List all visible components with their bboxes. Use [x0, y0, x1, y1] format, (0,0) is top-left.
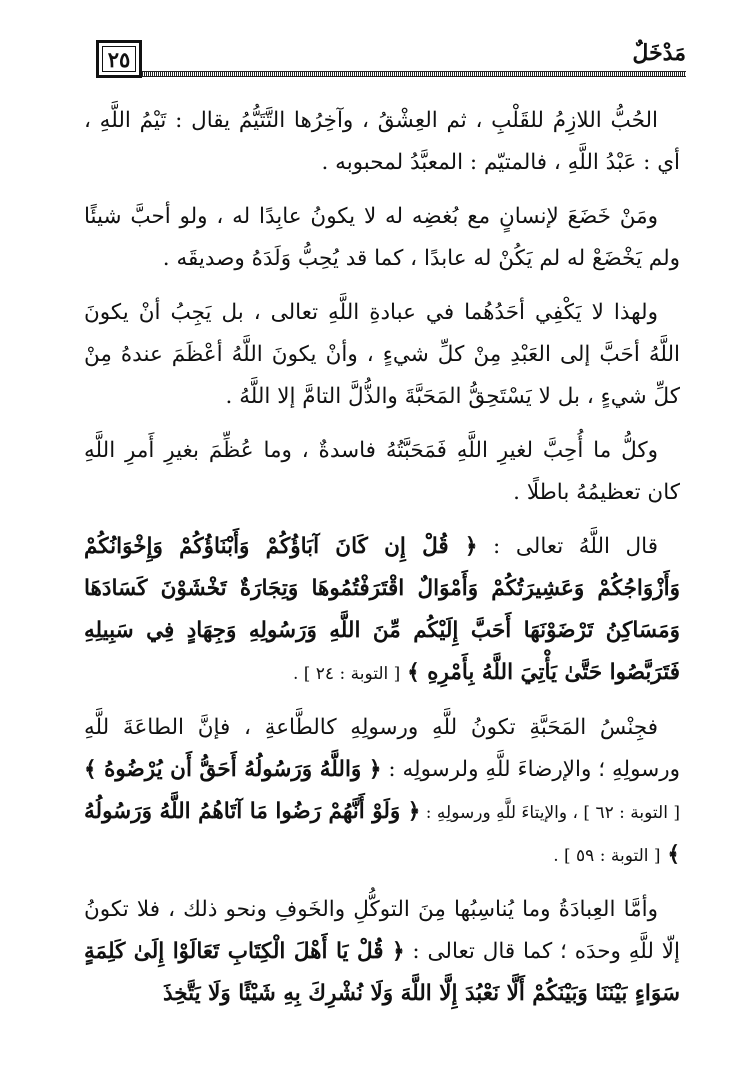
- page-body: [84, 100, 680, 1021]
- text-segment: وأمَّا العِبادَةُ وما يُناسِبُها مِنَ التوكُّلِ والخَوفِ ونحو ذلك ، فلا تكونُ إلّا للَّهِ وحدَه ؛ كما قال تعالى :: [84, 897, 680, 964]
- text-segment: ومَنْ خَضَعَ لإنسانٍ مع بُغضِه له لا يكونُ عابِدًا له ، ولو أحبَّ شيئًا ولم يَخْضَعْ له لم يَكُنْ له عابدًا ، كما قد يُحِبُّ وَلَدَهُ وصديقَه .: [84, 204, 680, 271]
- quran-verse: ﴿ وَلَوْ أَنَّهُمْ رَضُوا مَا آتَاهُمُ اللَّهُ وَرَسُولُهُ ﴾: [84, 799, 680, 867]
- text-segment: وكلُّ ما أُحِبَّ لغيرِ اللَّهِ فَمَحَبَّتُهُ فاسدةٌ ، وما عُظِّمَ بغيرِ أَمرِ اللَّهِ كان تعظيمُهُ باطلًا .: [84, 438, 680, 505]
- paragraph-7: [84, 889, 680, 1015]
- paragraph-3: [84, 292, 680, 418]
- quran-verse: ﴿ قُلْ يَا أَهْلَ الْكِتَابِ تَعَالَوْا إِلَىٰ كَلِمَةٍ سَوَاءٍ بَيْنَنَا وَبَيْنَكُمْ أَلَّا نَعْبُدَ إِلَّا اللَّهَ وَلَا نُشْرِكَ بِهِ شَيْئًا وَلَا يَتَّخِذَ: [84, 939, 680, 1006]
- paragraph-4: [84, 430, 680, 514]
- verse-reference: [ التوبة : ٦٢ ] ، والإيتاءَ للَّهِ ورسولِهِ :: [420, 803, 681, 823]
- text-segment: فجِنْسُ المَحَبَّةِ تكونُ للَّهِ ورسولِهِ كالطَّاعةِ ، فإنَّ الطاعَةَ للَّهِ ورسولِهِ ؛ والإرضاءَ للَّهِ ولرسولِه :: [84, 715, 680, 782]
- text-segment: ولهذا لا يَكْفِي أحَدُهُما في عبادةِ اللَّهِ تعالى ، بل يَجِبُ أنْ يكونَ اللَّهُ أحَبَّ إلى العَبْدِ مِنْ كلِّ شيءٍ ، وأنْ يكونَ اللَّهُ أعْظَمَ عندهُ مِنْ كلِّ شيءٍ ، بل لا يَسْتَحِقُّ المَحَبَّةَ والذُّلَّ التامَّ إلا اللَّهُ .: [84, 300, 680, 409]
- page-number-box: [96, 40, 142, 78]
- paragraph-2: [84, 196, 680, 280]
- page-number: ٢٥: [107, 46, 131, 72]
- text-segment: قال اللَّهُ تعالى :: [477, 534, 658, 559]
- verse-reference: [ التوبة : ٢٤ ] .: [292, 664, 401, 684]
- quran-verse: ﴿ وَاللَّهُ وَرَسُولُهُ أَحَقُّ أَن يُرْضُوهُ ﴾: [84, 757, 382, 782]
- paragraph-6: [84, 707, 680, 877]
- quran-verse: ﴿ قُلْ إِن كَانَ آبَاؤُكُمْ وَأَبْنَاؤُكُمْ وَإِخْوَانُكُمْ وَأَزْوَاجُكُمْ وَعَشِيرَتُكُمْ وَأَمْوَالٌ اقْتَرَفْتُمُوهَا وَتِجَارَةٌ تَخْشَوْنَ كَسَادَهَا وَمَسَاكِنُ تَرْضَوْنَهَا أَحَبَّ إِلَيْكُم مِّنَ اللَّهِ وَرَسُولِهِ وَجِهَادٍ فِي سَبِيلِهِ فَتَرَبَّصُوا حَتَّىٰ يَأْتِيَ اللَّهُ بِأَمْرِهِ ﴾: [84, 534, 680, 685]
- text-segment: الحُبُّ اللازِمُ للقَلْبِ ، ثم العِشْقُ ، وآخِرُها التَّتَيُّمُ يقال : تَيْمُ اللَّهِ ، أي : عَبْدُ اللَّهِ ، فالمتيّم : المعبَّدُ لمحبوبه .: [84, 108, 680, 175]
- verse-reference: [ التوبة : ٥٩ ] .: [553, 846, 661, 866]
- paragraph-1: [84, 100, 680, 184]
- header-rule: [142, 71, 686, 77]
- paragraph-5: [84, 526, 680, 695]
- running-title: مَدْخَلٌ: [632, 40, 686, 66]
